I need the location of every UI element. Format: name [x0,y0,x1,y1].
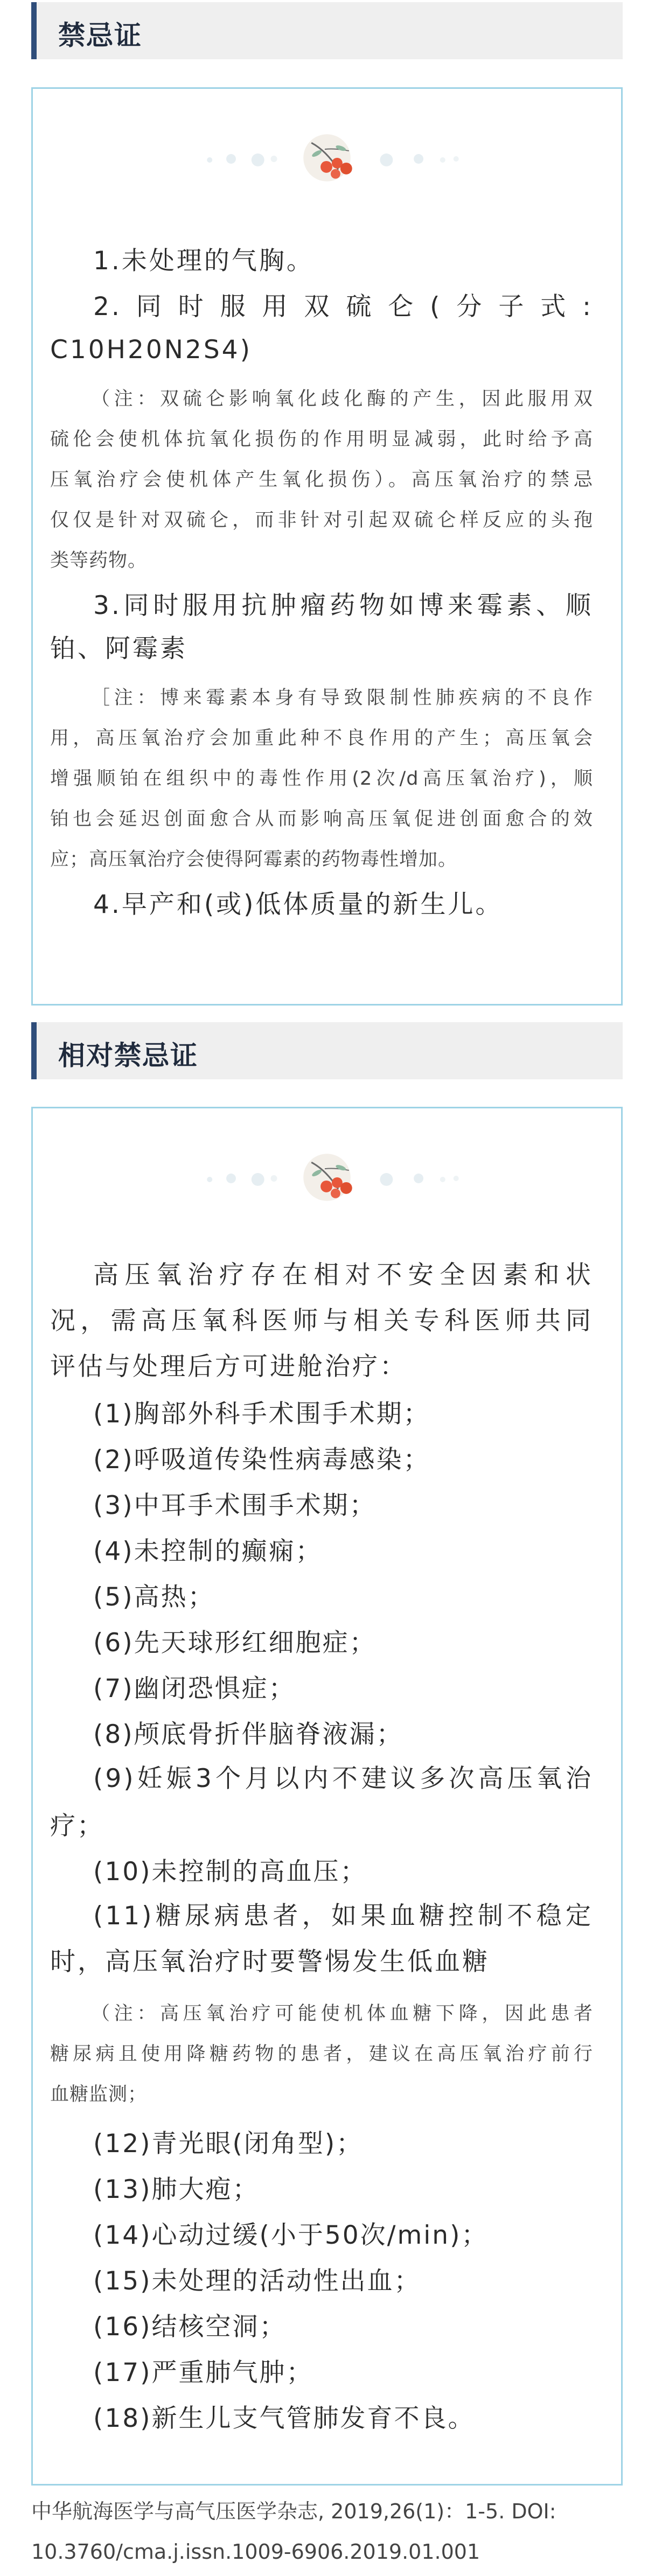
contraindications-card [31,87,623,1006]
note-line: 用，高压氧治疗会加重此种不良作用的产生；高压氧会 [50,728,593,749]
relative-item: (9)妊娠3个月以内不建议多次高压氧治 [93,1764,593,1793]
relative-item: (13)肺大疱； [93,2175,260,2204]
note-line: 应；高压氧治疗会使得阿霉素的药物毒性增加。 [50,849,458,870]
section-title: 禁忌证 [58,20,142,51]
relative-item: (6)先天球形红细胞症； [93,1628,377,1658]
berry-branch-icon [33,1146,621,1211]
note-line: （注：双硫仑影响氧化歧化酶的产生，因此服用双 [91,388,593,410]
relative-item: (8)颅底骨折伴脑脊液漏； [93,1720,403,1749]
relative-item: (16)结核空洞； [93,2312,287,2342]
relative-contraindications-card [31,1107,623,2486]
relative-item: (7)幽闭恐惧症； [93,1674,296,1704]
note-line: 压氧治疗会使机体产生氧化损伤）。高压氧治疗的禁忌 [50,469,593,491]
relative-item: (14)心动过缓(小于50次/min)； [93,2221,489,2250]
relative-item: (1)胸部外科手术围手术期； [93,1399,430,1429]
relative-item: (2)呼吸道传染性病毒感染； [93,1445,430,1475]
contraindication-item: 4.早产和(或)低体质量的新生儿。 [93,890,503,919]
note-line: ［注：博来霉素本身有导致限制性肺疾病的不良作 [91,687,593,709]
contraindication-item: C10H20N2S4) [50,335,252,365]
relative-item: (3)中耳手术围手术期； [93,1491,377,1520]
contraindication-item: 1.未处理的气胸。 [93,246,314,276]
relative-item: (17)严重肺气肿； [93,2358,313,2387]
citation-doi: 10.3760/cma.j.issn.1009-6906.2019.01.001 [31,2540,480,2564]
contraindication-item: 铂、阿霉素 [50,634,187,664]
relative-item: 疗； [50,1811,104,1841]
note-line: 类等药物。 [50,550,148,571]
note-line: 增强顺铂在组织中的毒性作用(2次/d高压氧治疗)，顺 [50,768,593,790]
note-line: 血糖监测； [50,2084,148,2105]
citation-line: 中华航海医学与高气压医学杂志, 2019,26(1)：1-5. DOI: [31,2500,556,2523]
relative-item: (12)青光眼(闭角型)； [93,2129,364,2159]
note-line: 硫伦会使机体抗氧化损伤的作用明显减弱，此时给予高 [50,429,593,450]
note-line: （注：高压氧治疗可能使机体血糖下降，因此患者 [91,2003,593,2025]
berry-branch-icon [33,127,621,191]
relative-item: (11)糖尿病患者，如果血糖控制不稳定 [93,1901,593,1931]
relative-item: (5)高热； [93,1582,215,1612]
note-line: 仅仅是针对双硫仑，而非针对引起双硫仑样反应的头孢 [50,509,593,531]
intro-line: 高压氧治疗存在相对不安全因素和状 [93,1260,593,1290]
relative-item: (10)未控制的高血压； [93,1857,367,1887]
note-line: 糖尿病且使用降糖药物的患者，建议在高压氧治疗前行 [50,2043,593,2065]
relative-item: (4)未控制的癫痫； [93,1537,323,1566]
section-header-contraindications [31,2,623,59]
intro-line: 况，需高压氧科医师与相关专科医师共同 [50,1306,593,1336]
relative-item: 时，高压氧治疗时要警惕发生低血糖 [50,1947,490,1977]
section-header-relative-contraindications [31,1022,623,1079]
note-line: 铂也会延迟创面愈合从而影响高压氧促进创面愈合的效 [50,808,593,830]
contraindication-item: 3.同时服用抗肿瘤药物如博来霉素、顺 [93,591,593,620]
relative-item: (15)未处理的活动性出血； [93,2266,421,2296]
intro-line: 评估与处理后方可进舱治疗： [50,1352,407,1381]
contraindication-item: 2.同时服用双硫仑(分子式: [93,292,593,322]
section-title: 相对禁忌证 [58,1040,198,1071]
relative-item: (18)新生儿支气管肺发育不良。 [93,2404,475,2433]
